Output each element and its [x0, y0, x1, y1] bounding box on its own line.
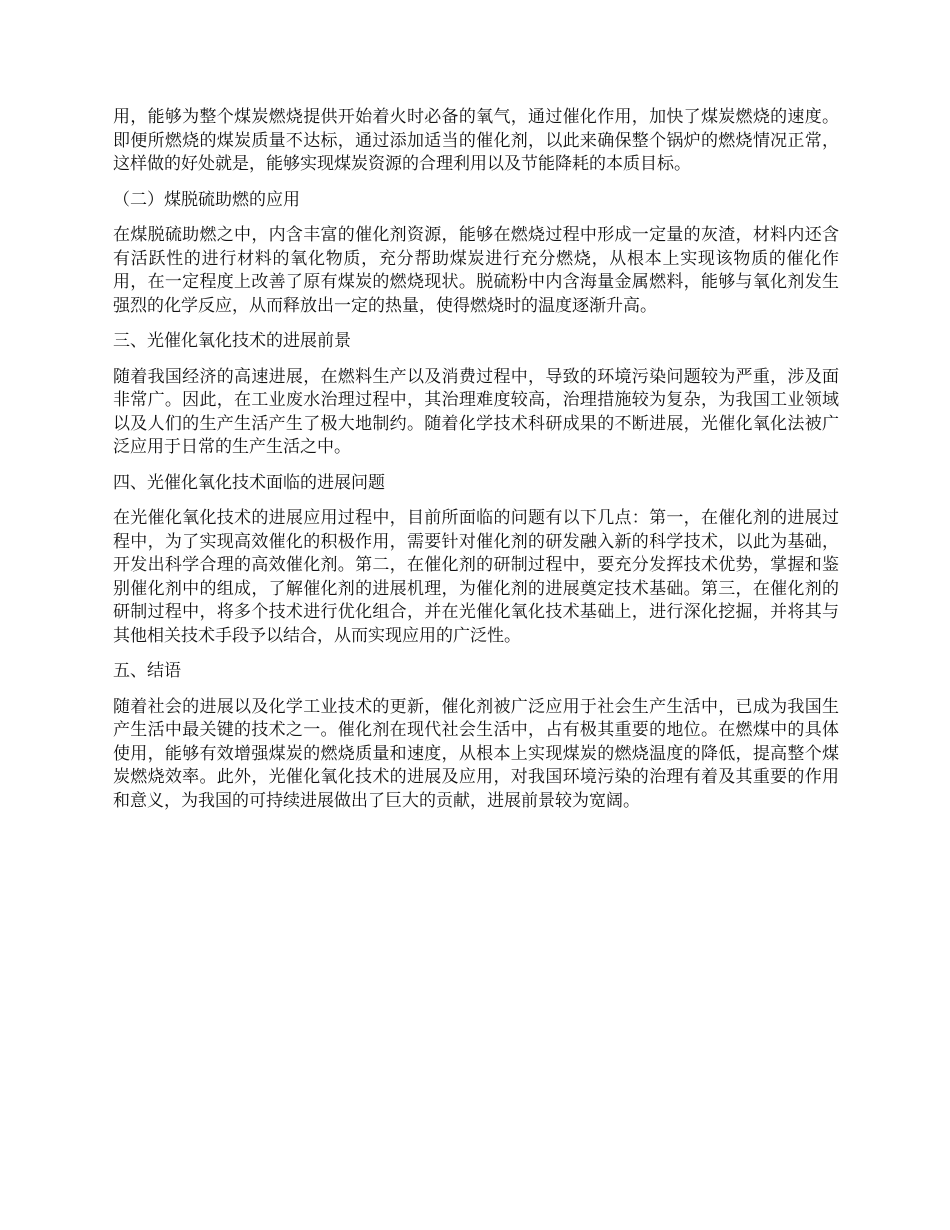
paragraph-problems: 在光催化氧化技术的进展应用过程中，目前所面临的问题有以下几点：第一，在催化剂的进展过程中，为了实现高效催化的积极作用，需要针对催化剂的研发融入新的科学技术，以此为基础，开发出科学合理的高效催化剂。第二，在催化剂的研制过程中，要充分发挥技术优势，掌握和鉴别催化剂中的组成，了解催化剂的进展机理，为催化剂的进展奠定技术基础。第三，在催化剂的研制过程中，将多个技术进行优化组合，并在光催化氧化技术基础上，进行深化挖掘，并将其与其他相关技术手段予以结合，从而实现应用的广泛性。: [113, 508, 839, 646]
document-page: [113, 106, 839, 825]
heading-conclusion: 五、结语: [113, 661, 181, 681]
paragraph-catalysis-combustion: 用，能够为整个煤炭燃烧提供开始着火时必备的氧气，通过催化作用，加快了煤炭燃烧的速度。即便所燃烧的煤炭质量不达标，通过添加适当的催化剂，以此来确保整个锅炉的燃烧情况正常，这样做的好处就是，能够实现煤炭资源的合理利用以及节能降耗的本质目标。: [113, 107, 839, 174]
paragraph-prospects: 随着我国经济的高速进展，在燃料生产以及消费过程中，导致的环境污染问题较为严重，涉及面非常广。因此，在工业废水治理过程中，其治理难度较高，治理措施较为复杂，为我国工业领域以及人们的生产生活产生了极大地制约。随着化学技术科研成果的不断进展，光催化氧化法被广泛应用于日常的生产生活之中。: [113, 366, 839, 457]
heading-prospects: 三、光催化氧化技术的进展前景: [113, 331, 351, 351]
paragraph-desulfurization: 在煤脱硫助燃之中，内含丰富的催化剂资源，能够在燃烧过程中形成一定量的灰渣，材料内还含有活跃性的进行材料的氧化物质，充分帮助煤炭进行充分燃烧，从根本上实现该物质的催化作用，在一定程度上改善了原有煤炭的燃烧现状。脱硫粉中内含海量金属燃料，能够与氧化剂发生强烈的化学反应，从而释放出一定的热量，使得燃烧时的温度逐渐升高。: [113, 225, 839, 316]
heading-problems: 四、光催化氧化技术面临的进展问题: [113, 472, 385, 493]
paragraph-conclusion: 随着社会的进展以及化学工业技术的更新，催化剂被广泛应用于社会生产生活中，已成为我国生产生活中最关键的技术之一。催化剂在现代社会生活中，占有极其重要的地位。在燃煤中的具体使用，能够有效增强煤炭的燃烧质量和速度，从根本上实现煤炭的燃烧温度的降低，提高整个煤炭燃烧效率。此外，光催化氧化技术的进展及应用，对我国环境污染的治理有着及其重要的作用和意义，为我国的可持续进展做出了巨大的贡献，进展前景较为宽阔。: [113, 696, 839, 811]
heading-desulfurization: （二）煤脱硫助燃的应用: [113, 189, 300, 210]
